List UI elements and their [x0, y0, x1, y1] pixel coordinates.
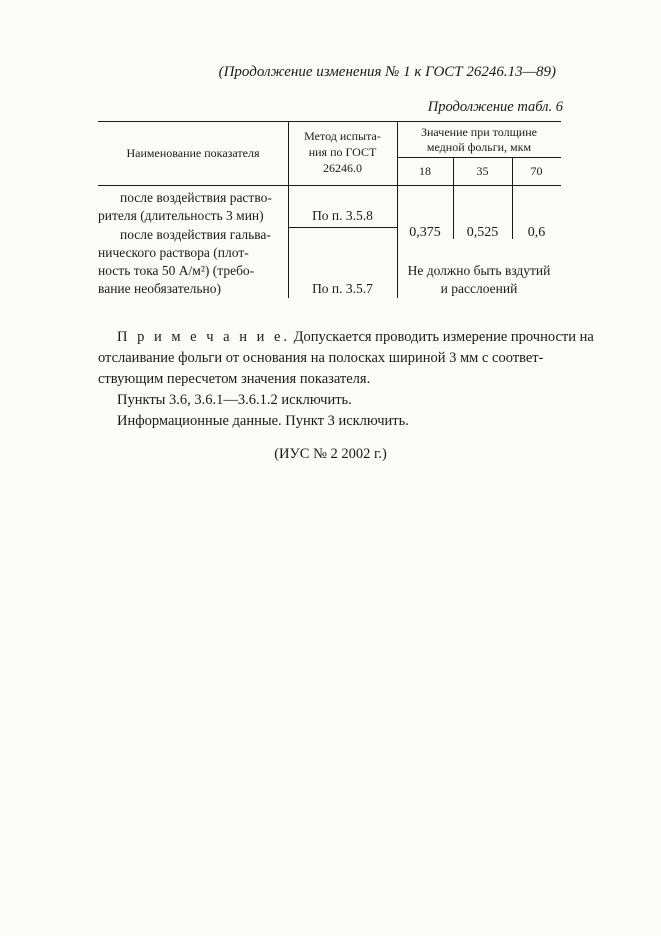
thickness-35: 35	[476, 164, 489, 178]
row1-value-35: 0,525	[466, 225, 499, 240]
note-label: П р и м е ч а н и е.	[117, 329, 291, 345]
note-line3: ствующим пересчетом значения показателя.	[98, 371, 371, 387]
table-continuation-label: Продолжение табл. 6	[427, 99, 563, 115]
thickness-70: 70	[530, 164, 543, 178]
row1-value-70: 0,6	[527, 225, 546, 240]
paragraph-items-excluded: Пункты 3.6, 3.6.1—3.6.1.2 исключить.	[117, 392, 352, 408]
row2-value-line2: и расслоений	[440, 281, 518, 296]
header-value-line2: медной фольги, мкм	[426, 140, 532, 154]
row2-indicator-line4: вание необязательно)	[98, 281, 221, 296]
paragraph-info-data: Информационные данные. Пункт 3 исключить.	[117, 413, 409, 429]
row2-indicator-line3: ность тока 50 А/м²) (требо-	[98, 263, 255, 278]
footer-ius: (ИУС № 2 2002 г.)	[274, 446, 387, 462]
row1-indicator-line1: после воздействия раство-	[120, 190, 272, 205]
note-line2: отслаивание фольги от основания на полосках шириной 3 мм с соответ-	[98, 350, 544, 366]
row2-method: По п. 3.5.7	[312, 281, 373, 296]
header-value-line1: Значение при толщине	[421, 125, 537, 139]
thickness-subheader-rule	[397, 157, 561, 158]
continuation-header: (Продолжение изменения № 1 к ГОСТ 26246.13—89)	[218, 64, 556, 80]
header-indicator: Наименование показателя	[126, 146, 260, 160]
header-method-line3: 26246.0	[323, 161, 362, 175]
thickness-18: 18	[419, 164, 431, 178]
header-method-line1: Метод испыта-	[304, 129, 381, 143]
row2-indicator-line2: нического раствора (плот-	[98, 245, 249, 260]
note-first-line	[117, 327, 594, 348]
method-row-separator	[288, 227, 397, 228]
row2-value-line1: Не должно быть вздутий	[407, 263, 551, 278]
row2-indicator-line1: после воздействия гальва-	[120, 227, 271, 242]
header-method-line2: ния по ГОСТ	[308, 145, 377, 159]
note-line1: Допускается проводить измерение прочности на	[293, 329, 594, 345]
row1-method: По п. 3.5.8	[312, 208, 373, 223]
table-top-rule	[98, 121, 561, 122]
row1-indicator-line2: рителя (длительность 3 мин)	[98, 208, 264, 223]
table-header-bottom-rule	[98, 185, 561, 186]
row1-value-18: 0,375	[409, 225, 441, 240]
